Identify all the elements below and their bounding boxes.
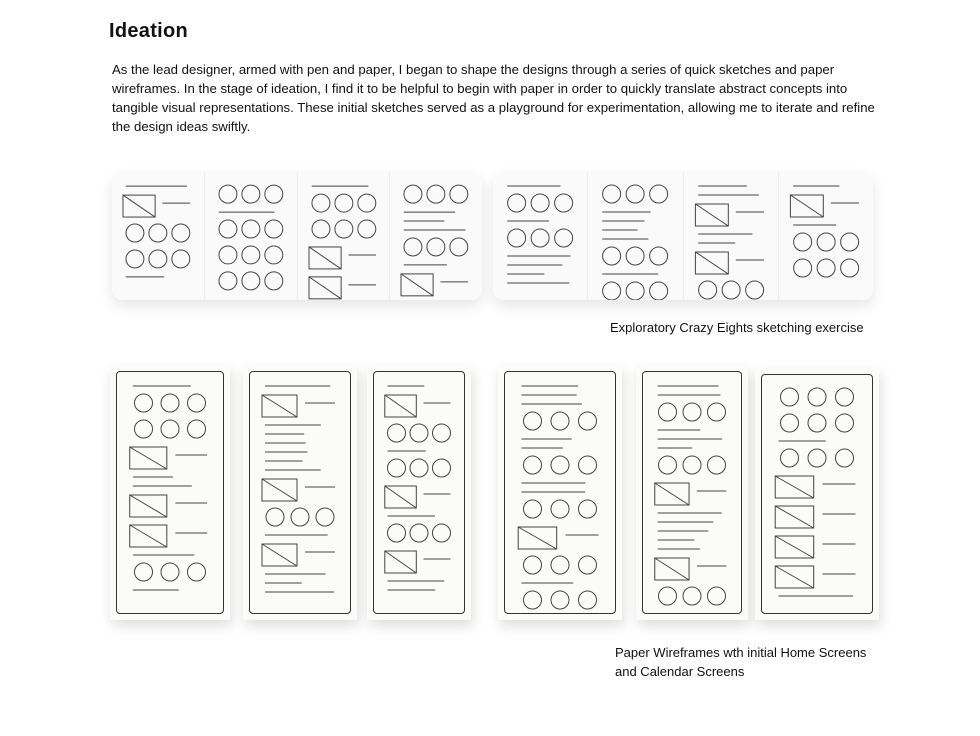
sketch-stroke [188, 563, 206, 581]
sketch-frame [779, 172, 873, 300]
sketch-stroke [775, 536, 814, 558]
sketch-stroke [265, 220, 283, 238]
sketch-drawing [205, 172, 297, 300]
sketch-stroke [126, 224, 144, 242]
sketch-stroke [334, 194, 352, 212]
sketch-stroke [433, 459, 451, 477]
sketch-stroke [579, 412, 597, 430]
sketch-stroke [309, 247, 341, 269]
crazy-eights-sketch-1 [112, 172, 482, 300]
sketch-stroke [433, 424, 451, 442]
sketch-stroke [695, 204, 728, 226]
sketch-stroke [659, 587, 677, 605]
sketch-stroke [130, 447, 167, 469]
wireframe-phone [636, 365, 748, 620]
sketch-stroke [262, 395, 297, 417]
sketch-stroke [708, 403, 726, 421]
sketch-stroke [262, 544, 297, 566]
sketch-stroke [836, 449, 854, 467]
sketch-stroke [551, 591, 569, 609]
sketch-stroke [626, 247, 644, 265]
sketch-stroke [410, 459, 428, 477]
sketch-drawing [298, 172, 390, 300]
sketch-frame [205, 172, 298, 300]
sketch-frame [112, 172, 205, 300]
sketch-stroke [404, 185, 422, 203]
sketch-stroke [309, 277, 341, 299]
sketch-stroke [388, 524, 406, 542]
sketch-stroke [385, 551, 417, 573]
sketch-stroke [388, 459, 406, 477]
section-heading: Ideation [109, 20, 189, 42]
sketch-stroke [781, 414, 799, 432]
sketch-stroke [817, 259, 835, 277]
sketch-stroke [579, 556, 597, 574]
sketch-frame [588, 172, 683, 300]
sketch-stroke [135, 563, 153, 581]
sketch-stroke [840, 233, 858, 251]
sketch-stroke [524, 456, 542, 474]
sketch-stroke [781, 388, 799, 406]
sketch-stroke [808, 414, 826, 432]
sketch-stroke [316, 508, 334, 526]
caption-line: Paper Wireframes wth initial Home Screens [615, 645, 867, 660]
sketch-drawing [117, 372, 223, 613]
sketch-stroke [722, 281, 740, 299]
sketch-frame [493, 172, 588, 300]
wireframe-phone [367, 365, 471, 620]
caption-crazy-eights: Exploratory Crazy Eights sketching exercise [610, 320, 864, 335]
sketch-stroke [708, 587, 726, 605]
sketch-stroke [388, 424, 406, 442]
sketch-stroke [508, 194, 526, 212]
sketch-stroke [450, 238, 468, 256]
sketch-frame [390, 172, 482, 300]
sketch-stroke [161, 420, 179, 438]
sketch-stroke [579, 500, 597, 518]
sketch-stroke [650, 185, 668, 203]
sketch-stroke [524, 500, 542, 518]
sketch-drawing [588, 172, 682, 300]
sketch-stroke [126, 250, 144, 268]
sketch-stroke [659, 403, 677, 421]
sketch-drawing [493, 172, 587, 300]
sketch-stroke [450, 185, 468, 203]
sketch-stroke [404, 238, 422, 256]
sketch-stroke [433, 524, 451, 542]
sketch-stroke [655, 558, 689, 580]
sketch-stroke [219, 185, 237, 203]
sketch-stroke [551, 556, 569, 574]
sketch-stroke [149, 250, 167, 268]
sketch-drawing [762, 375, 872, 613]
sketch-drawing [112, 172, 204, 300]
sketch-stroke [311, 194, 329, 212]
sketch-stroke [524, 412, 542, 430]
sketch-stroke [130, 525, 167, 547]
sketch-stroke [793, 259, 811, 277]
sketch-stroke [698, 281, 716, 299]
sketch-drawing [505, 372, 615, 613]
caption-line: and Calendar Screens [615, 664, 745, 679]
sketch-stroke [219, 272, 237, 290]
sketch-stroke [626, 282, 644, 300]
sketch-stroke [555, 194, 573, 212]
intro-paragraph: As the lead designer, armed with pen and paper, I began to shape the designs through a series of quick sketches and paper wireframes. In the stage of ideation, I find it to be helpful to begin with paper in order to quickly translate abstract concepts into tangible visual representations. These initial sketches served as a playground for experimentation, allowing me to iterate and refine the design ideas swiftly. [112, 62, 875, 134]
sketch-stroke [683, 456, 701, 474]
sketch-stroke [626, 185, 644, 203]
sketch-stroke [603, 282, 621, 300]
wireframe-phone [243, 365, 357, 620]
sketch-drawing [684, 172, 778, 300]
sketch-stroke [808, 449, 826, 467]
sketch-stroke [188, 420, 206, 438]
sketch-stroke [775, 476, 814, 498]
sketch-stroke [603, 247, 621, 265]
wireframe-phone [110, 365, 230, 620]
sketch-stroke [775, 506, 814, 528]
sketch-stroke [551, 500, 569, 518]
sketch-stroke [161, 394, 179, 412]
sketch-stroke [161, 563, 179, 581]
sketch-stroke [135, 394, 153, 412]
sketch-stroke [427, 238, 445, 256]
sketch-stroke [172, 224, 190, 242]
sketch-drawing [250, 372, 350, 613]
sketch-stroke [385, 486, 417, 508]
sketch-stroke [518, 527, 557, 549]
sketch-stroke [401, 274, 433, 296]
sketch-stroke [242, 246, 260, 264]
sketch-stroke [123, 195, 155, 217]
sketch-stroke [311, 220, 329, 238]
sketch-stroke [242, 272, 260, 290]
sketch-stroke [531, 229, 549, 247]
sketch-stroke [266, 508, 284, 526]
sketch-stroke [781, 449, 799, 467]
sketch-stroke [427, 185, 445, 203]
sketch-stroke [683, 587, 701, 605]
sketch-stroke [188, 394, 206, 412]
sketch-stroke [172, 250, 190, 268]
sketch-stroke [790, 195, 823, 217]
sketch-stroke [242, 220, 260, 238]
sketch-stroke [130, 495, 167, 517]
sketch-stroke [836, 414, 854, 432]
crazy-eights-sketch-2 [493, 172, 873, 300]
sketch-stroke [579, 456, 597, 474]
sketch-stroke [524, 591, 542, 609]
sketch-stroke [840, 259, 858, 277]
sketch-stroke [659, 456, 677, 474]
sketch-stroke [357, 194, 375, 212]
sketch-stroke [603, 185, 621, 203]
sketch-stroke [508, 229, 526, 247]
sketch-stroke [265, 246, 283, 264]
sketch-stroke [683, 403, 701, 421]
sketch-stroke [775, 566, 814, 588]
sketch-stroke [357, 220, 375, 238]
sketch-drawing [779, 172, 873, 300]
wireframe-phone [498, 365, 622, 620]
sketch-stroke [745, 281, 763, 299]
sketch-stroke [219, 246, 237, 264]
sketch-stroke [817, 233, 835, 251]
sketch-stroke [836, 388, 854, 406]
sketch-stroke [334, 220, 352, 238]
sketch-stroke [695, 252, 728, 274]
sketch-drawing [390, 172, 482, 300]
sketch-stroke [242, 185, 260, 203]
sketch-stroke [291, 508, 309, 526]
sketch-stroke [219, 220, 237, 238]
sketch-stroke [385, 395, 417, 417]
sketch-stroke [650, 247, 668, 265]
sketch-drawing [374, 372, 464, 613]
sketch-stroke [579, 591, 597, 609]
sketch-stroke [265, 185, 283, 203]
sketch-stroke [551, 456, 569, 474]
sketch-stroke [551, 412, 569, 430]
sketch-stroke [531, 194, 549, 212]
sketch-stroke [708, 456, 726, 474]
caption-wireframes [615, 643, 866, 681]
sketch-stroke [650, 282, 668, 300]
sketch-stroke [524, 556, 542, 574]
sketch-frame [298, 172, 391, 300]
sketch-stroke [808, 388, 826, 406]
sketch-frame [684, 172, 779, 300]
sketch-stroke [555, 229, 573, 247]
sketch-stroke [265, 272, 283, 290]
sketch-stroke [410, 424, 428, 442]
sketch-stroke [410, 524, 428, 542]
sketch-drawing [643, 372, 741, 613]
sketch-stroke [149, 224, 167, 242]
sketch-stroke [655, 483, 689, 505]
sketch-stroke [135, 420, 153, 438]
sketch-stroke [793, 233, 811, 251]
sketch-stroke [262, 479, 297, 501]
wireframe-phone [755, 368, 879, 620]
